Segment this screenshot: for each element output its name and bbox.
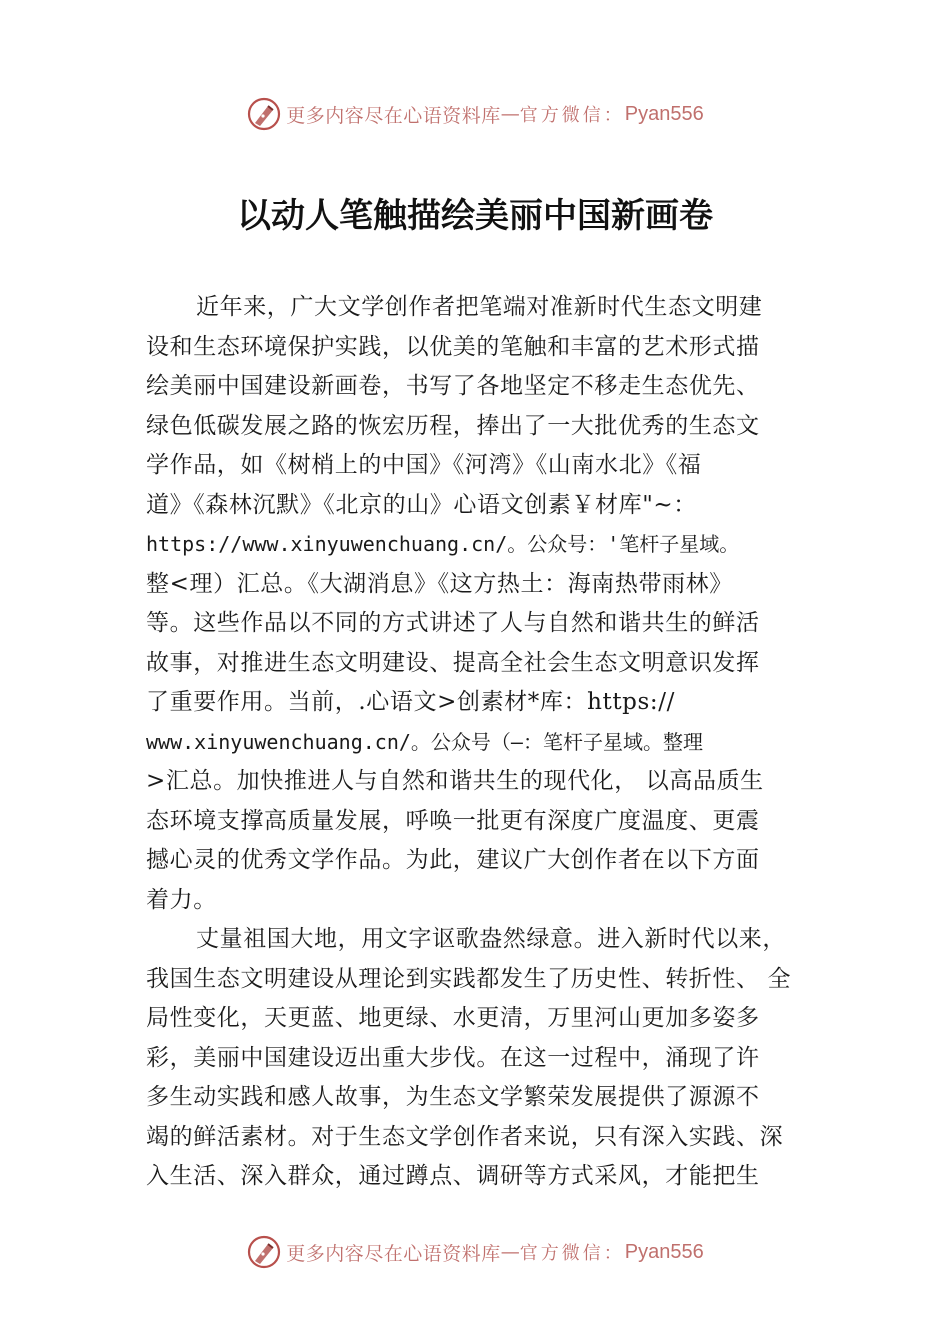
banner-text: 更多内容尽在心语资料库	[286, 1242, 501, 1265]
banner-text: 更多内容尽在心语资料库	[286, 104, 501, 127]
text-line: 学作品，如《树梢上的中国》《河湾》《山南水北》《福	[146, 452, 702, 478]
text-line: 绿色低碳发展之路的恢宏历程，捧出了一大批优秀的生态文	[146, 412, 760, 439]
text-line: 局性变化，天更蓝、地更绿、水更清，万里河山更加多姿多	[146, 1005, 760, 1031]
text-line: 近年来，广大文学创作者把笔端对准新时代生态文明建	[196, 294, 763, 320]
header-banner	[0, 94, 950, 134]
banner-wechat-label: 官方微信：	[519, 1243, 625, 1264]
text-line: 着力。	[146, 886, 217, 913]
banner-wechat-label: 官方微信：	[519, 105, 625, 126]
text-line: 多生动实践和感人故事，为生态文学繁荣发展提供了源源不	[146, 1084, 760, 1110]
banner-dash: —	[500, 1241, 520, 1263]
banner-wechat-id: Pyan556	[624, 102, 704, 125]
text-line: 竭的鲜活素材。对于生态文学创作者来说，只有深入实践、深	[146, 1123, 784, 1150]
pen-nib-logo-icon	[246, 96, 282, 132]
banner-dash: —	[500, 103, 520, 125]
text-line: 丈量祖国大地，用文字讴歌盎然绿意。进入新时代以来，	[196, 926, 786, 952]
text-line: 了重要作用。当前，.心语文>创素材*库：https://	[146, 689, 675, 715]
article-body	[146, 288, 821, 1197]
banner-wechat-id: Pyan556	[624, 1240, 704, 1263]
text-line: 我国生态文明建设从理论到实践都发生了历史性、转折性、 全	[146, 965, 792, 992]
paragraph-2	[146, 920, 821, 1197]
paragraph-1	[146, 288, 821, 920]
text-line: 等。这些作品以不同的方式讲述了人与自然和谐共生的鲜活	[146, 610, 760, 636]
footer-banner	[0, 1232, 950, 1272]
text-line: 撼心灵的优秀文学作品。为此，建议广大创作者在以下方面	[146, 847, 760, 873]
page-title: 以动人笔触描绘美丽中国新画卷	[237, 196, 713, 236]
text-line: www.xinyuwenchuang.cn/。公众号（—：笔杆子星域。整理	[146, 729, 703, 754]
text-line: 道》《森林沉默》《北京的山》心语文创素￥材库"~：	[146, 491, 697, 518]
text-line: 入生活、深入群众，通过蹲点、调研等方式采风，才能把生	[146, 1163, 760, 1189]
text-line: 彩，美丽中国建设迈出重大步伐。在这一过程中，涌现了许	[146, 1044, 760, 1071]
text-line: >汇总。加快推进人与自然和谐共生的现代化， 以高品质生	[146, 768, 764, 794]
text-line: https://www.xinyuwenchuang.cn/。公众号：'笔杆子星域。	[146, 532, 740, 556]
text-line: 故事，对推进生态文明建设、提高全社会生态文明意识发挥	[146, 649, 760, 676]
text-line: 态环境支撑高质量发展，呼唤一批更有深度广度温度、更震	[146, 807, 760, 834]
text-line: 整<理）汇总。《大湖消息》《这方热土：海南热带雨林》	[146, 570, 733, 597]
text-line: 设和生态环境保护实践，以优美的笔触和丰富的艺术形式描	[146, 333, 760, 360]
text-line: 绘美丽中国建设新画卷，书写了各地坚定不移走生态优先、	[146, 373, 760, 399]
pen-nib-logo-icon	[246, 1234, 282, 1270]
